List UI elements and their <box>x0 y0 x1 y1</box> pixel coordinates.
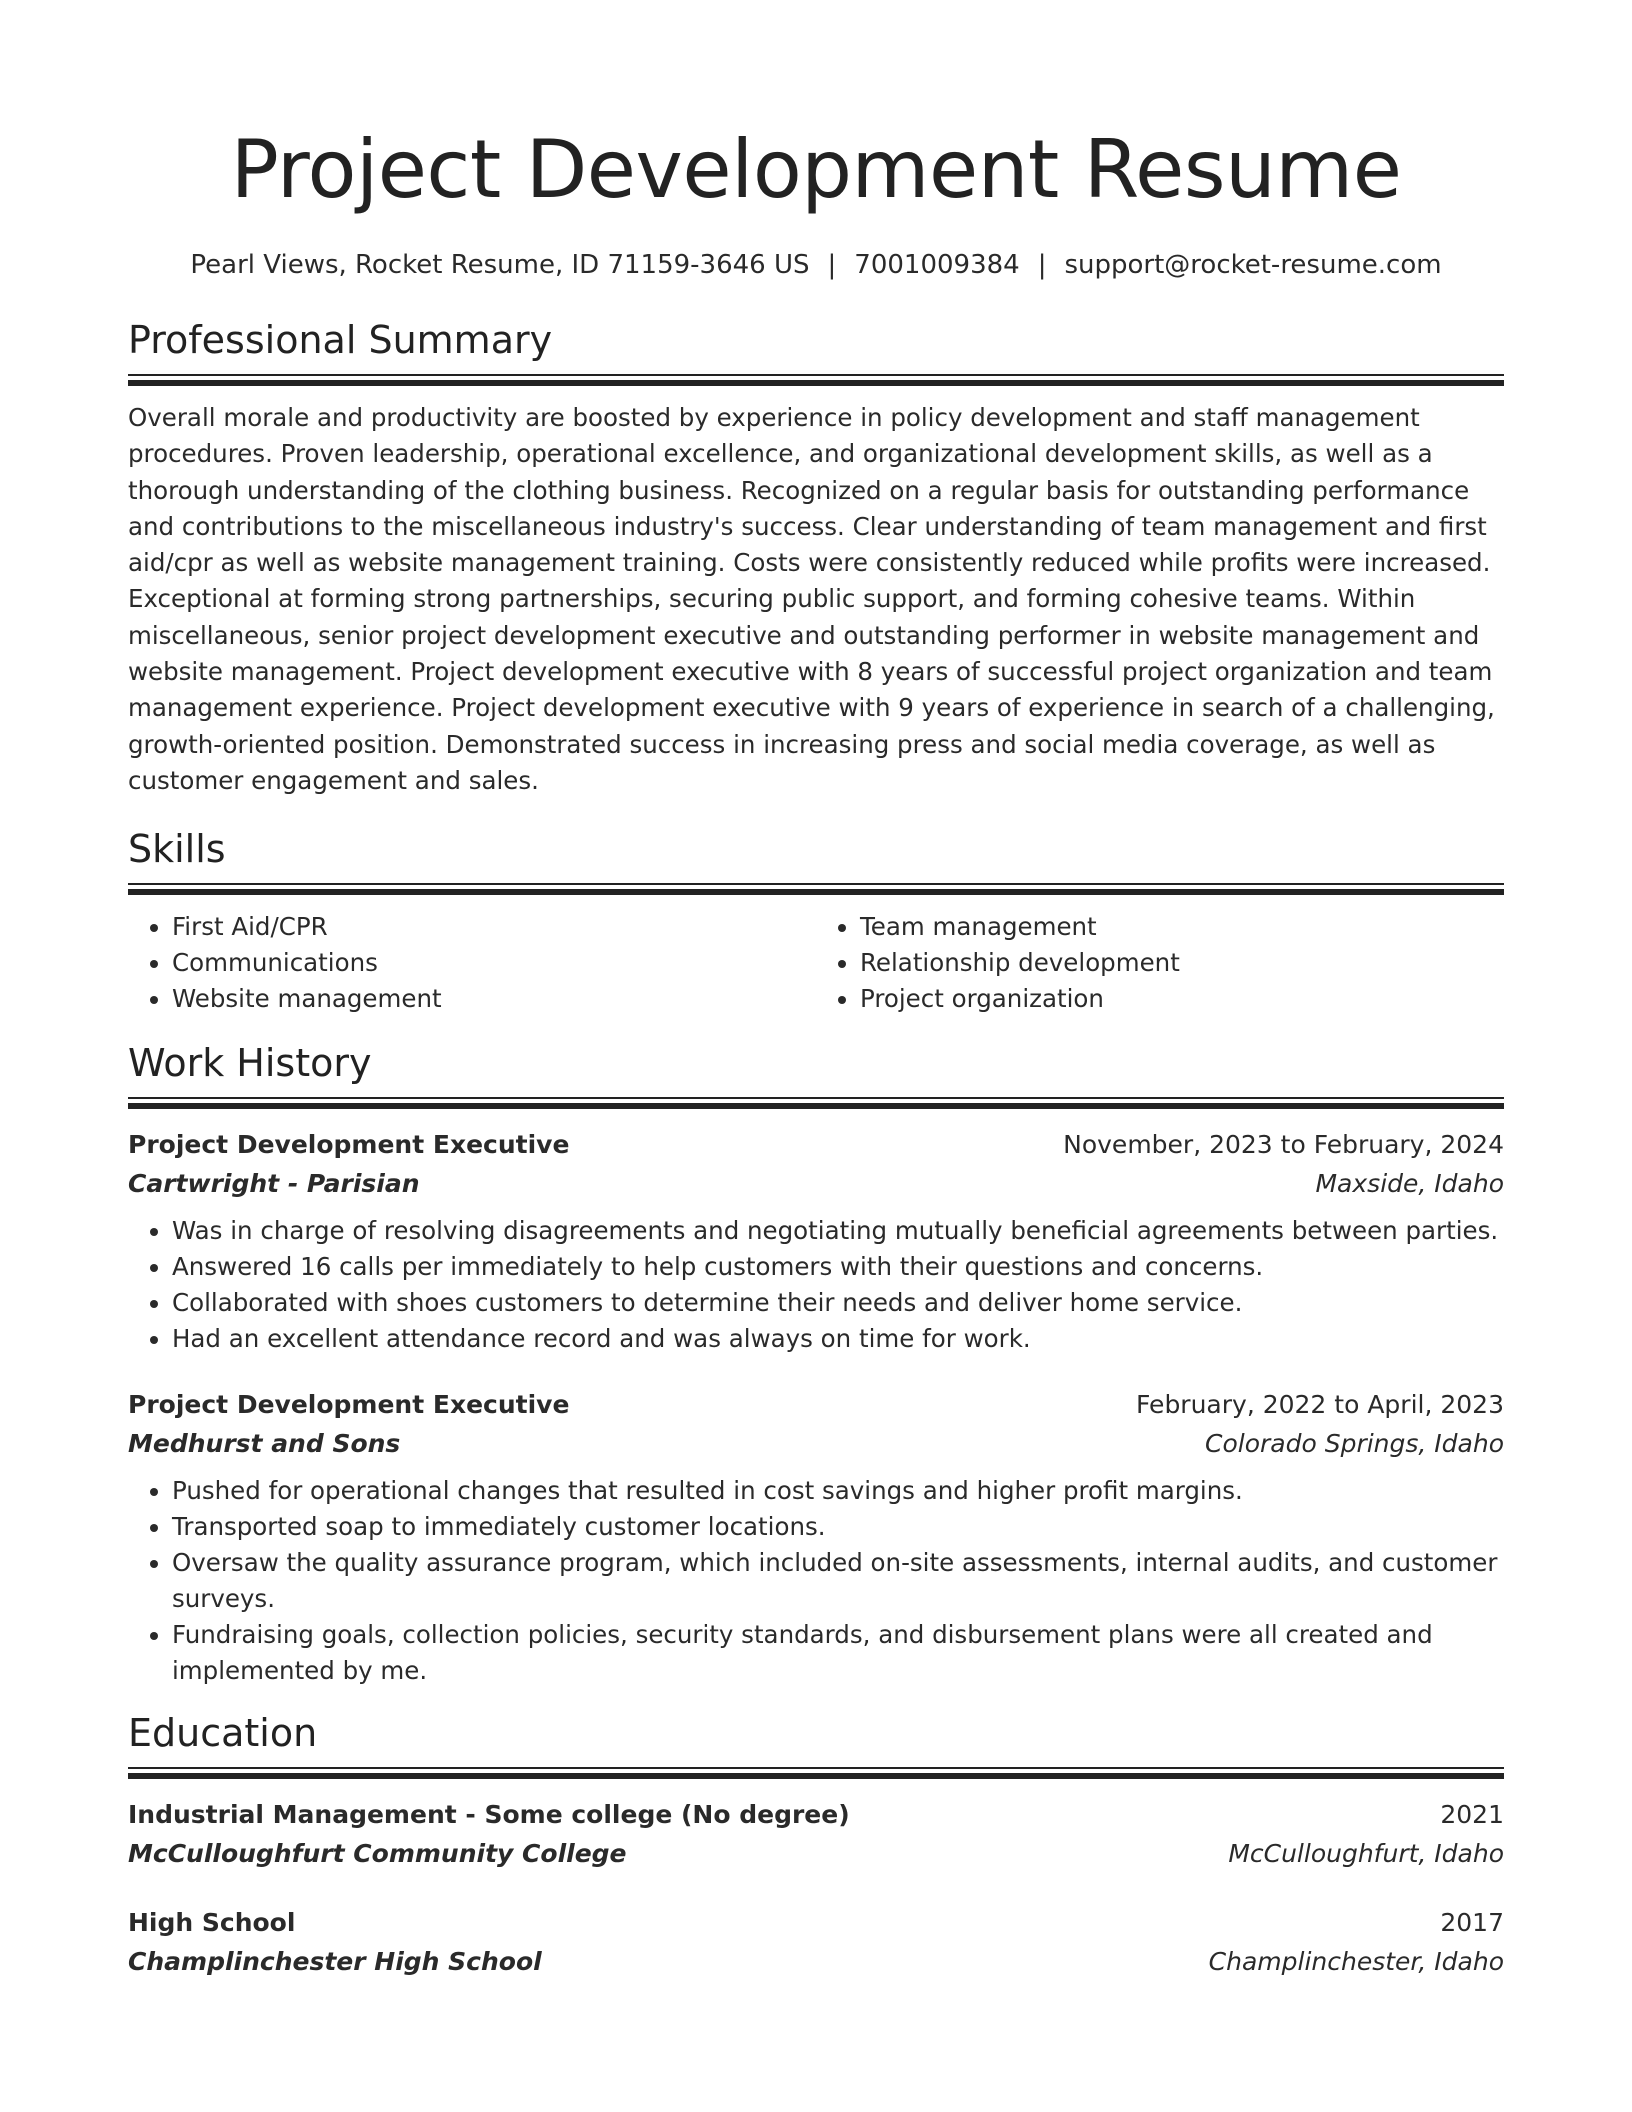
contact-email: support@rocket-resume.com <box>1064 250 1442 280</box>
job-subheader-row <box>128 1424 1504 1463</box>
education-entry <box>128 1903 1504 1981</box>
job-location: Colorado Springs, Idaho <box>1205 1429 1504 1459</box>
skill-item: • First Aid/CPR <box>172 909 816 945</box>
job-bullet: • Pushed for operational changes that resulted in cost savings and higher profit margins. <box>172 1473 1504 1509</box>
education-degree: High School <box>128 1908 296 1938</box>
education-school: Champlinchester High School <box>128 1947 542 1977</box>
section-divider <box>128 883 1504 895</box>
job-dates: November, 2023 to February, 2024 <box>1063 1130 1504 1160</box>
job-company: Cartwright - Parisian <box>128 1169 420 1199</box>
education-location: McCulloughfurt, Idaho <box>1228 1839 1504 1869</box>
job-bullet: • Had an excellent attendance record and was always on time for work. <box>172 1321 1504 1357</box>
skill-item: • Project organization <box>860 981 1504 1017</box>
contact-phone: 7001009384 <box>854 250 1020 280</box>
skills-list <box>128 909 1504 1017</box>
section-heading-skills: Skills <box>128 827 226 872</box>
section-heading-education: Education <box>128 1711 318 1756</box>
job-bullet: • Was in charge of resolving disagreements and negotiating mutually beneficial agreements between parties. <box>172 1213 1504 1249</box>
education-degree: Industrial Management - Some college (No degree) <box>128 1800 850 1830</box>
job-dates: February, 2022 to April, 2023 <box>1136 1390 1504 1420</box>
education-subheader-row <box>128 1834 1504 1873</box>
job-bullet: • Answered 16 calls per immediately to help customers with their questions and concerns. <box>172 1249 1504 1285</box>
skill-item: • Website management <box>172 981 816 1017</box>
contact-separator: | <box>827 250 837 280</box>
education-entry <box>128 1795 1504 1873</box>
education-school: McCulloughfurt Community College <box>128 1839 627 1869</box>
education-year: 2017 <box>1440 1908 1504 1938</box>
summary-text: Overall morale and productivity are boosted by experience in policy development and staff management procedures. Proven leadership, operational excellence, and organizational development skills, as well as a thorough understanding of the clothing business. Recognized on a regular basis for outstanding performance and contributions to the miscellaneous industry's success. Clear understanding of team management and first aid/cpr as well as website management training. Costs were consistently reduced while profits were increased. Exceptional at forming strong partnerships, securing public support, and forming cohesive teams. Within miscellaneous, senior project development executive and outstanding performer in website management and website management. Project development executive with 8 years of successful project organization and team management experience. Project development executive with 9 years of experience in search of a challenging, growth-oriented position. Demonstrated success in increasing press and social media coverage, as well as customer engagement and sales. <box>128 403 1495 795</box>
job-bullet: • Oversaw the quality assurance program, which included on-site assessments, internal audits, and customer surveys. <box>172 1545 1504 1617</box>
education-location: Champlinchester, Idaho <box>1208 1947 1504 1977</box>
education-header-row <box>128 1903 1504 1942</box>
job-title: Project Development Executive <box>128 1130 570 1160</box>
job-bullet: • Transported soap to immediately customer locations. <box>172 1509 1504 1545</box>
skill-item: • Relationship development <box>860 945 1504 981</box>
job-company: Medhurst and Sons <box>128 1429 401 1459</box>
summary-section <box>128 316 1504 799</box>
skill-item: • Team management <box>860 909 1504 945</box>
job-bullet: • Fundraising goals, collection policies, security standards, and disbursement plans were all created and implemented by me. <box>172 1617 1504 1689</box>
skills-section <box>128 825 1504 1017</box>
page-title: Project Development Resume <box>230 123 1402 216</box>
job-subheader-row <box>128 1164 1504 1203</box>
section-heading-work: Work History <box>128 1041 372 1086</box>
skills-column-right <box>816 909 1504 1017</box>
job-header-row <box>128 1125 1504 1164</box>
education-header-row <box>128 1795 1504 1834</box>
contact-address: Pearl Views, Rocket Resume, ID 71159-3646 US <box>190 250 810 280</box>
job-bullets <box>128 1473 1504 1689</box>
job-entry <box>128 1125 1504 1357</box>
skills-column-left <box>128 909 816 1017</box>
job-bullets <box>128 1213 1504 1357</box>
job-entry <box>128 1385 1504 1689</box>
job-bullet: • Collaborated with shoes customers to determine their needs and deliver home service. <box>172 1285 1504 1321</box>
job-header-row <box>128 1385 1504 1424</box>
section-divider <box>128 374 1504 386</box>
education-subheader-row <box>128 1942 1504 1981</box>
contact-line <box>128 248 1504 282</box>
section-heading-summary: Professional Summary <box>128 318 553 362</box>
skill-item: • Communications <box>172 945 816 981</box>
section-divider <box>128 1767 1504 1779</box>
contact-separator: | <box>1037 250 1047 280</box>
work-section <box>128 1039 1504 1689</box>
education-year: 2021 <box>1440 1800 1504 1830</box>
job-title: Project Development Executive <box>128 1390 570 1420</box>
section-divider <box>128 1097 1504 1109</box>
job-location: Maxside, Idaho <box>1315 1169 1504 1199</box>
education-section <box>128 1709 1504 1981</box>
